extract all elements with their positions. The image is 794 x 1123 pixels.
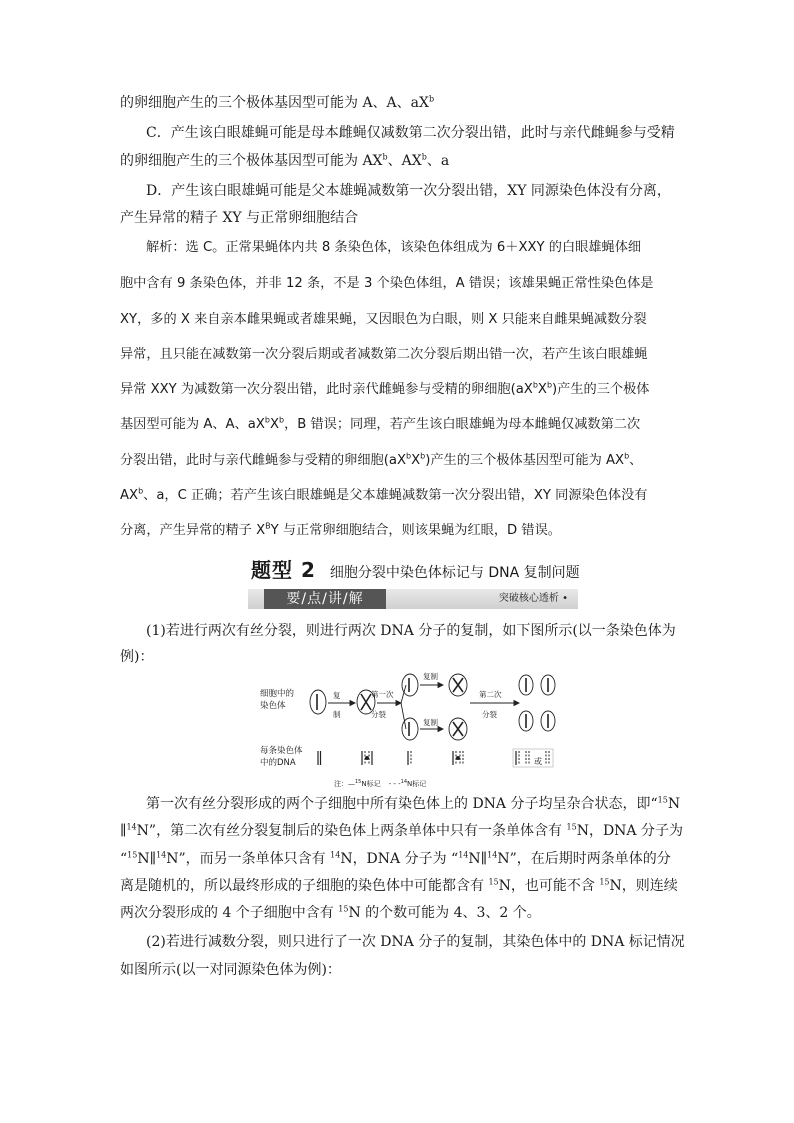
division1-label-b: 分裂 xyxy=(371,710,386,719)
superscript: 15 xyxy=(338,904,349,914)
arrow-2-head xyxy=(396,701,401,706)
text-run: AX xyxy=(120,488,139,503)
para1-line1: (1)若进行两次有丝分裂，则进行两次 DNA 分子的复制，如下图所示(以一条染色体为 xyxy=(146,623,676,639)
superscript: b xyxy=(420,451,426,461)
option-d-line2: 产生异常的精子 XY 与正常卵细胞结合 xyxy=(120,210,359,226)
section-subtitle: 细胞分裂中染色体标记与 DNA 复制问题 xyxy=(329,565,580,581)
superscript: 14 xyxy=(458,850,469,860)
text-run: Y 与正常卵细胞结合，则该果蝇为红眼，D 错误。 xyxy=(270,523,561,538)
para3-line2: 如图所示(以一对同源染色体为例)： xyxy=(120,962,341,978)
text-run: N”，第二次有丝分裂复制后的染色体上两条单体中只有一条单体含有 xyxy=(136,823,567,839)
superscript: b xyxy=(546,380,553,390)
arrow-3-head xyxy=(438,683,443,688)
answer-line9 xyxy=(120,522,680,540)
text-run: N∥ xyxy=(468,851,488,867)
superscript: 15 xyxy=(127,850,138,860)
text-run: ∥ xyxy=(120,823,127,839)
row2-label-a: 每条染色体 xyxy=(260,746,303,756)
para3-line1: (2)若进行减数分裂，则只进行了一次 DNA 分子的复制，其染色体中的 DNA 标记情况 xyxy=(146,934,685,950)
row2-label-b: 中的DNA xyxy=(260,758,296,768)
text-run: 基因型可能为 A、A、aX xyxy=(120,417,265,432)
answer-line6 xyxy=(120,416,680,434)
superscript: b xyxy=(406,451,412,461)
answer-line7 xyxy=(120,452,680,470)
text-run: 两次分裂形成的 4 个子细胞中含有 xyxy=(120,905,339,921)
superscript: b xyxy=(138,486,144,496)
arrow-4-head xyxy=(438,727,443,732)
text-run: N”，而另一条单体只含有 xyxy=(166,851,331,867)
text-run: 异常 XXY 为减数第一次分裂出错，此时亲代雌蝇参与受精的卵细胞(aX xyxy=(120,382,533,397)
legend-15-text: N标记 xyxy=(361,780,381,788)
text-run: 、 xyxy=(629,453,643,468)
cell-lower-daughter xyxy=(402,718,418,740)
option-c-line1: C．产生该白眼雄蝇可能是母本雌蝇仅减数第二次分裂出错，此时与亲代雌蝇参与受精 xyxy=(146,125,675,141)
text-run: 、a xyxy=(426,153,450,169)
legend-15: 15 xyxy=(355,779,362,785)
banner-tab: 要/点/讲/解 xyxy=(264,589,386,609)
replicate-top-label: 复制 xyxy=(423,672,438,681)
para1-line2: 例)： xyxy=(120,649,154,665)
section-title: 题型 2 xyxy=(251,558,316,582)
para2-line3 xyxy=(120,850,680,868)
text-run: 第一次有丝分裂形成的两个子细胞中所有染色体上的 DNA 分子均呈杂合状态，即“ xyxy=(146,796,658,812)
superscript: b xyxy=(382,152,388,162)
chromosome-upper-replicated xyxy=(453,678,463,692)
legend-prefix: 注：— xyxy=(334,780,355,788)
division1-label-a: 第一次 xyxy=(371,690,394,699)
row1-label-b: 染色体 xyxy=(260,701,286,711)
superscript: 14 xyxy=(487,850,498,860)
superscript: b xyxy=(624,451,630,461)
option-d-line1: D．产生该白眼雄蝇可能是父本雄蝇减数第一次分裂出错，XY 同源染色体没有分离， xyxy=(146,183,671,199)
text-run: )产生的三个极体基因型可能为 AX xyxy=(425,453,625,468)
banner-right-label: 突破核心透析 • xyxy=(498,593,568,604)
answer-line8 xyxy=(120,487,680,505)
text-run: N xyxy=(667,796,681,812)
text-run: 离是随机的，所以最终形成的子细胞的染色体中可能都含有 xyxy=(120,878,489,894)
text-run: ，B 错误；同理，若产生该白眼雄蝇为母本雌蝇仅减数第二次 xyxy=(284,417,641,432)
row1-label-a: 细胞中的 xyxy=(260,689,295,699)
superscript: b xyxy=(428,94,435,104)
superscript: 15 xyxy=(488,877,499,887)
superscript: 14 xyxy=(126,822,137,832)
superscript: 15 xyxy=(657,795,668,805)
legend-14-text: N标记 xyxy=(407,780,427,788)
text-run: 的卵细胞产生的三个极体基因型可能为 AX xyxy=(120,153,383,169)
text-run: N，DNA 分子为 xyxy=(576,823,683,839)
para2-line1 xyxy=(146,795,706,813)
para2-line2 xyxy=(120,822,683,840)
arrow-1-head xyxy=(350,701,355,706)
text-run: X xyxy=(537,382,547,397)
answer-line2: 胞中含有 9 条染色体，并非 12 条，不是 3 个染色体组，A 错误；该雄果蝇正常性染色体是 xyxy=(120,276,654,291)
arrow-5-head xyxy=(514,701,519,706)
text-run: “ xyxy=(120,851,128,867)
cell-upper-daughter xyxy=(402,674,418,696)
text-run: 的卵细胞产生的三个极体基因型可能为 A、A、aX xyxy=(120,95,429,111)
option-c-line2 xyxy=(120,152,680,170)
superscript: 15 xyxy=(566,822,577,832)
chromosome-lower-replicated xyxy=(453,722,463,736)
superscript: B xyxy=(265,521,271,531)
text-run: N，也可能不含 xyxy=(498,878,600,894)
dna-rep-centromere xyxy=(366,757,369,760)
division2-label-b: 分裂 xyxy=(482,710,497,719)
superscript: 14 xyxy=(330,850,341,860)
answer-line3: XY，多的 X 来自亲本雌果蝇或者雄果蝇，又因眼色为白眼，则 X 只能来自雌果蝇减数分裂 xyxy=(120,312,647,327)
replicate-bottom-label: 复制 xyxy=(423,718,438,727)
text-run: 、a，C 正确；若产生该白眼雄蝇是父本雄蝇减数第一次分裂出错，XY 同源染色体没有 xyxy=(143,488,648,503)
cell-initial xyxy=(310,690,326,714)
chromosome-replicated xyxy=(361,694,371,710)
dna-d2-centromere xyxy=(457,757,460,760)
para2-line5 xyxy=(120,904,680,922)
text-run: N，则连续 xyxy=(609,878,678,894)
text-run: N 的个数可能为 4、3、2 个。 xyxy=(348,905,541,921)
dna-row xyxy=(318,749,553,767)
text-run: 分离，产生异常的精子 X xyxy=(120,523,266,538)
answer-line5 xyxy=(120,381,680,399)
division2-label-a: 第二次 xyxy=(479,690,502,699)
answer-line4: 异常，且只能在减数第一次分裂后期或者减数第二次分裂后期出错一次，若产生该白眼雄蝇 xyxy=(120,347,648,362)
para2-line4 xyxy=(120,877,680,895)
superscript: b xyxy=(421,152,427,162)
text-run: N”，在后期时两条单体的分 xyxy=(497,851,671,867)
mitosis-diagram xyxy=(258,665,558,790)
replicate-label-2: 制 xyxy=(333,710,341,719)
text-run: N，DNA 分子为 “ xyxy=(340,851,459,867)
text-run: N∥ xyxy=(137,851,157,867)
legend-14: 14 xyxy=(400,779,408,785)
or-label: 或 xyxy=(534,757,542,766)
superscript: b xyxy=(264,415,270,425)
text-run: X xyxy=(269,417,279,432)
superscript: b xyxy=(532,380,538,390)
text-run: )产生的三个极体 xyxy=(552,382,650,397)
superscript: 14 xyxy=(156,850,167,860)
legend-dash: - - - xyxy=(388,780,401,788)
answer-line1: 解析：选 C。正常果蝇体内共 8 条染色体，该染色体组成为 6＋XXY 的白眼雄蝇体细 xyxy=(146,240,642,255)
superscript: b xyxy=(278,415,285,425)
option-b-continuation xyxy=(120,94,680,112)
section-banner xyxy=(248,589,578,609)
legend-note xyxy=(334,779,426,788)
replicate-label-1: 复 xyxy=(333,691,341,700)
text-run: 、AX xyxy=(387,153,422,169)
text-run: X xyxy=(411,453,421,468)
superscript: 15 xyxy=(599,877,610,887)
section-heading xyxy=(251,554,581,582)
text-run: 分裂出错，此时与亲代雌蝇参与受精的卵细胞(aX xyxy=(120,453,407,468)
